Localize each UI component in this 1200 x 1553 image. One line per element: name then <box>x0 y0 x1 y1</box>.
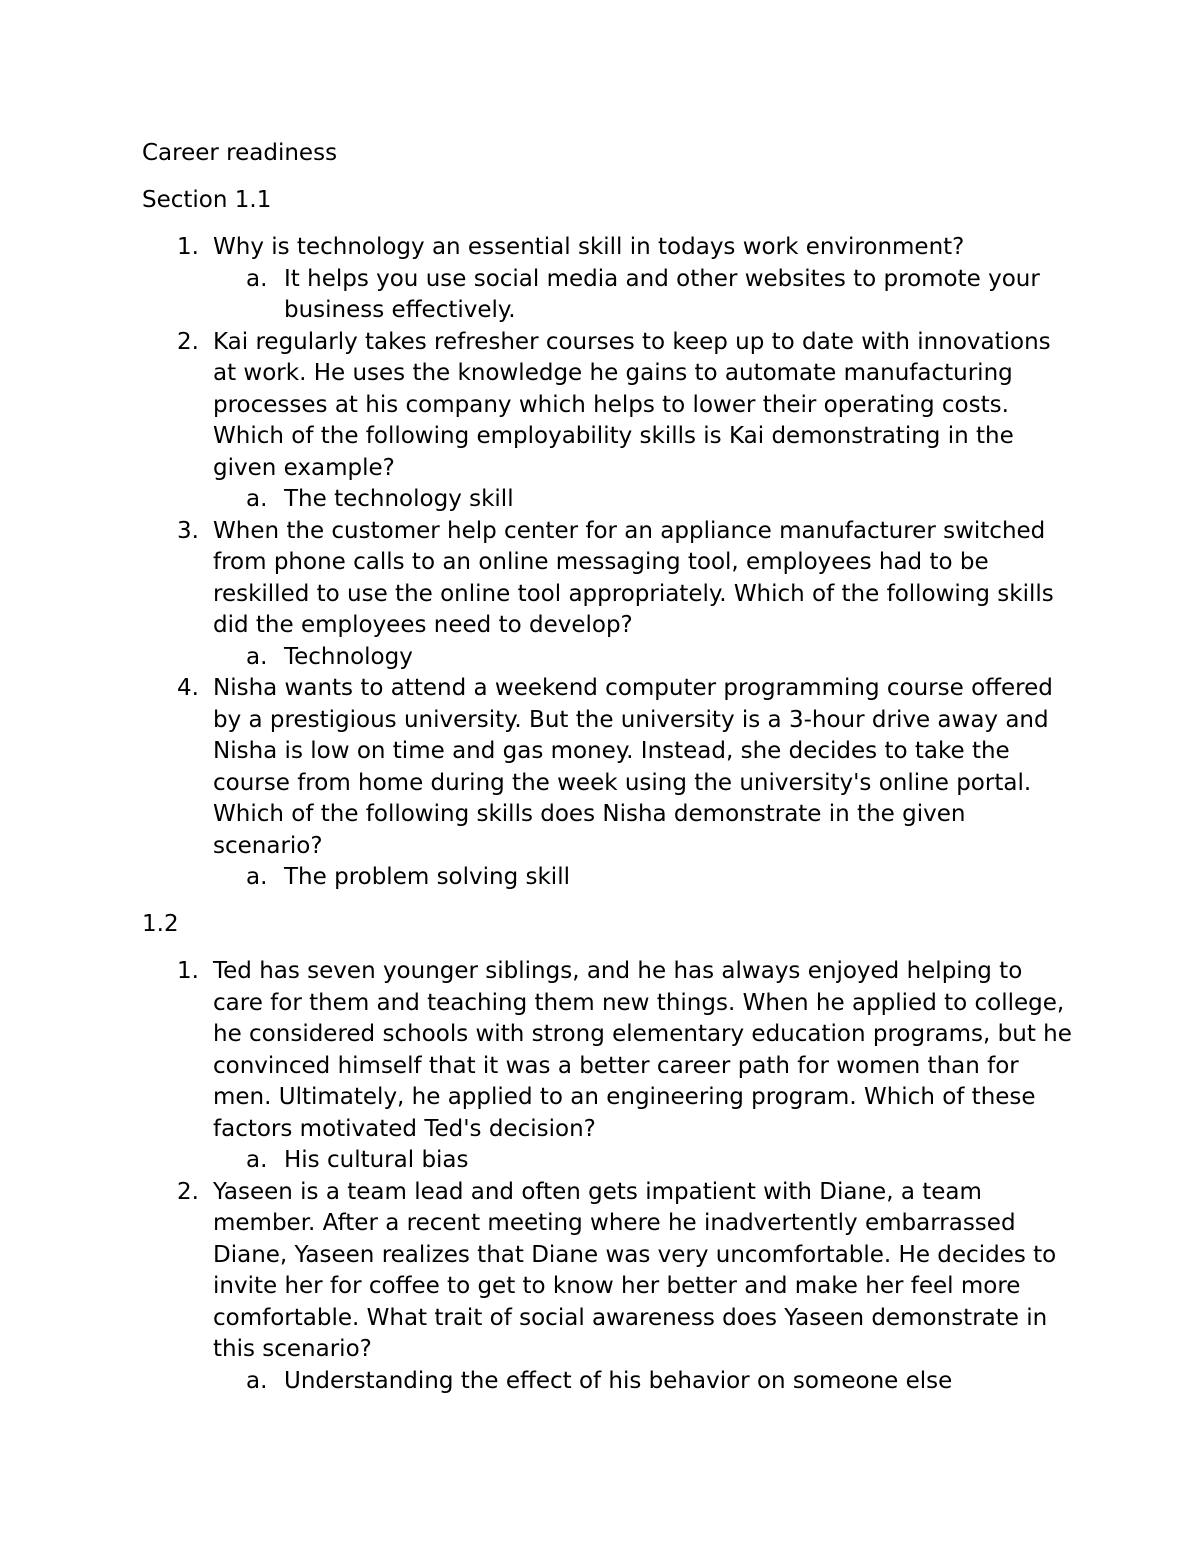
section-heading-1-2: 1.2 <box>142 911 179 937</box>
answer-item <box>142 862 1072 894</box>
answer-letter: a. <box>246 265 268 292</box>
answer-item <box>142 264 1072 327</box>
question-item <box>142 516 1072 642</box>
answer-item <box>142 484 1072 516</box>
question-number: 4. <box>177 675 199 701</box>
question-text: Why is technology an essential skill in todays work environment? <box>213 234 965 260</box>
answer-text: Technology <box>284 643 413 670</box>
answer-text: The problem solving skill <box>284 864 570 890</box>
question-number: 2. <box>177 328 199 355</box>
answer-letter: a. <box>246 1367 268 1394</box>
answer-letter: a. <box>246 643 268 670</box>
question-item <box>142 1177 1072 1366</box>
document-body <box>142 138 1072 1413</box>
answer-item <box>142 642 1072 674</box>
question-item <box>142 327 1072 485</box>
answer-letter: a. <box>246 486 268 512</box>
question-text: Kai regularly takes refresher courses to keep up to date with innovations at work. He uses the knowledge he gains to automate manufacturing processes at his company which helps to lower their operating costs. Which of the following employability skills is Kai demonstrating in the given example? <box>213 328 1051 481</box>
answer-item <box>142 1145 1072 1177</box>
answer-item <box>142 1366 1072 1398</box>
question-item <box>142 956 1072 1145</box>
answer-text: His cultural bias <box>284 1147 469 1173</box>
question-number: 3. <box>177 517 199 544</box>
question-text: Nisha wants to attend a weekend computer programming course offered by a prestigious university. But the university is a 3-hour drive away and Nisha is low on time and gas money. Instead, she decides to take the course from home during the week using the university's online portal. Which of the following skills does Nisha demonstrate in the given scenario? <box>213 675 1053 859</box>
question-item <box>142 232 1072 264</box>
question-text: When the customer help center for an appliance manufacturer switched from phone calls to an online messaging tool, employees had to be reskilled to use the online tool appropriately. Which of the following skills did the employees need to develop? <box>213 517 1054 638</box>
answer-letter: a. <box>246 864 268 890</box>
answer-text: The technology skill <box>284 486 514 512</box>
question-item <box>142 673 1072 862</box>
section-heading-1-1: Section 1.1 <box>142 187 272 213</box>
question-number: 1. <box>177 234 199 260</box>
question-text: Yaseen is a team lead and often gets impatient with Diane, a team member. After a recent meeting where he inadvertently embarrassed Diane, Yaseen realizes that Diane was very uncomfortable. He decides to invite her for coffee to get to know her better and make her feel more comfortable. What trait of social awareness does Yaseen demonstrate in this scenario? <box>213 1178 1057 1362</box>
question-list-section-1-1 <box>142 232 1072 894</box>
answer-letter: a. <box>246 1147 268 1173</box>
document-title: Career readiness <box>142 140 338 166</box>
question-number: 2. <box>177 1178 199 1205</box>
question-text: Ted has seven younger siblings, and he has always enjoyed helping to care for them and teaching them new things. When he applied to college, he considered schools with strong elementary education programs, but he convinced himself that it was a better career path for women than for men. Ultimately, he applied to an engineering program. Which of these factors motivated Ted's decision? <box>213 958 1072 1142</box>
answer-text: It helps you use social media and other websites to promote your business effectively. <box>284 265 1040 323</box>
question-list-section-1-2 <box>142 956 1072 1397</box>
answer-text: Understanding the effect of his behavior on someone else <box>284 1367 953 1394</box>
question-number: 1. <box>177 958 199 984</box>
